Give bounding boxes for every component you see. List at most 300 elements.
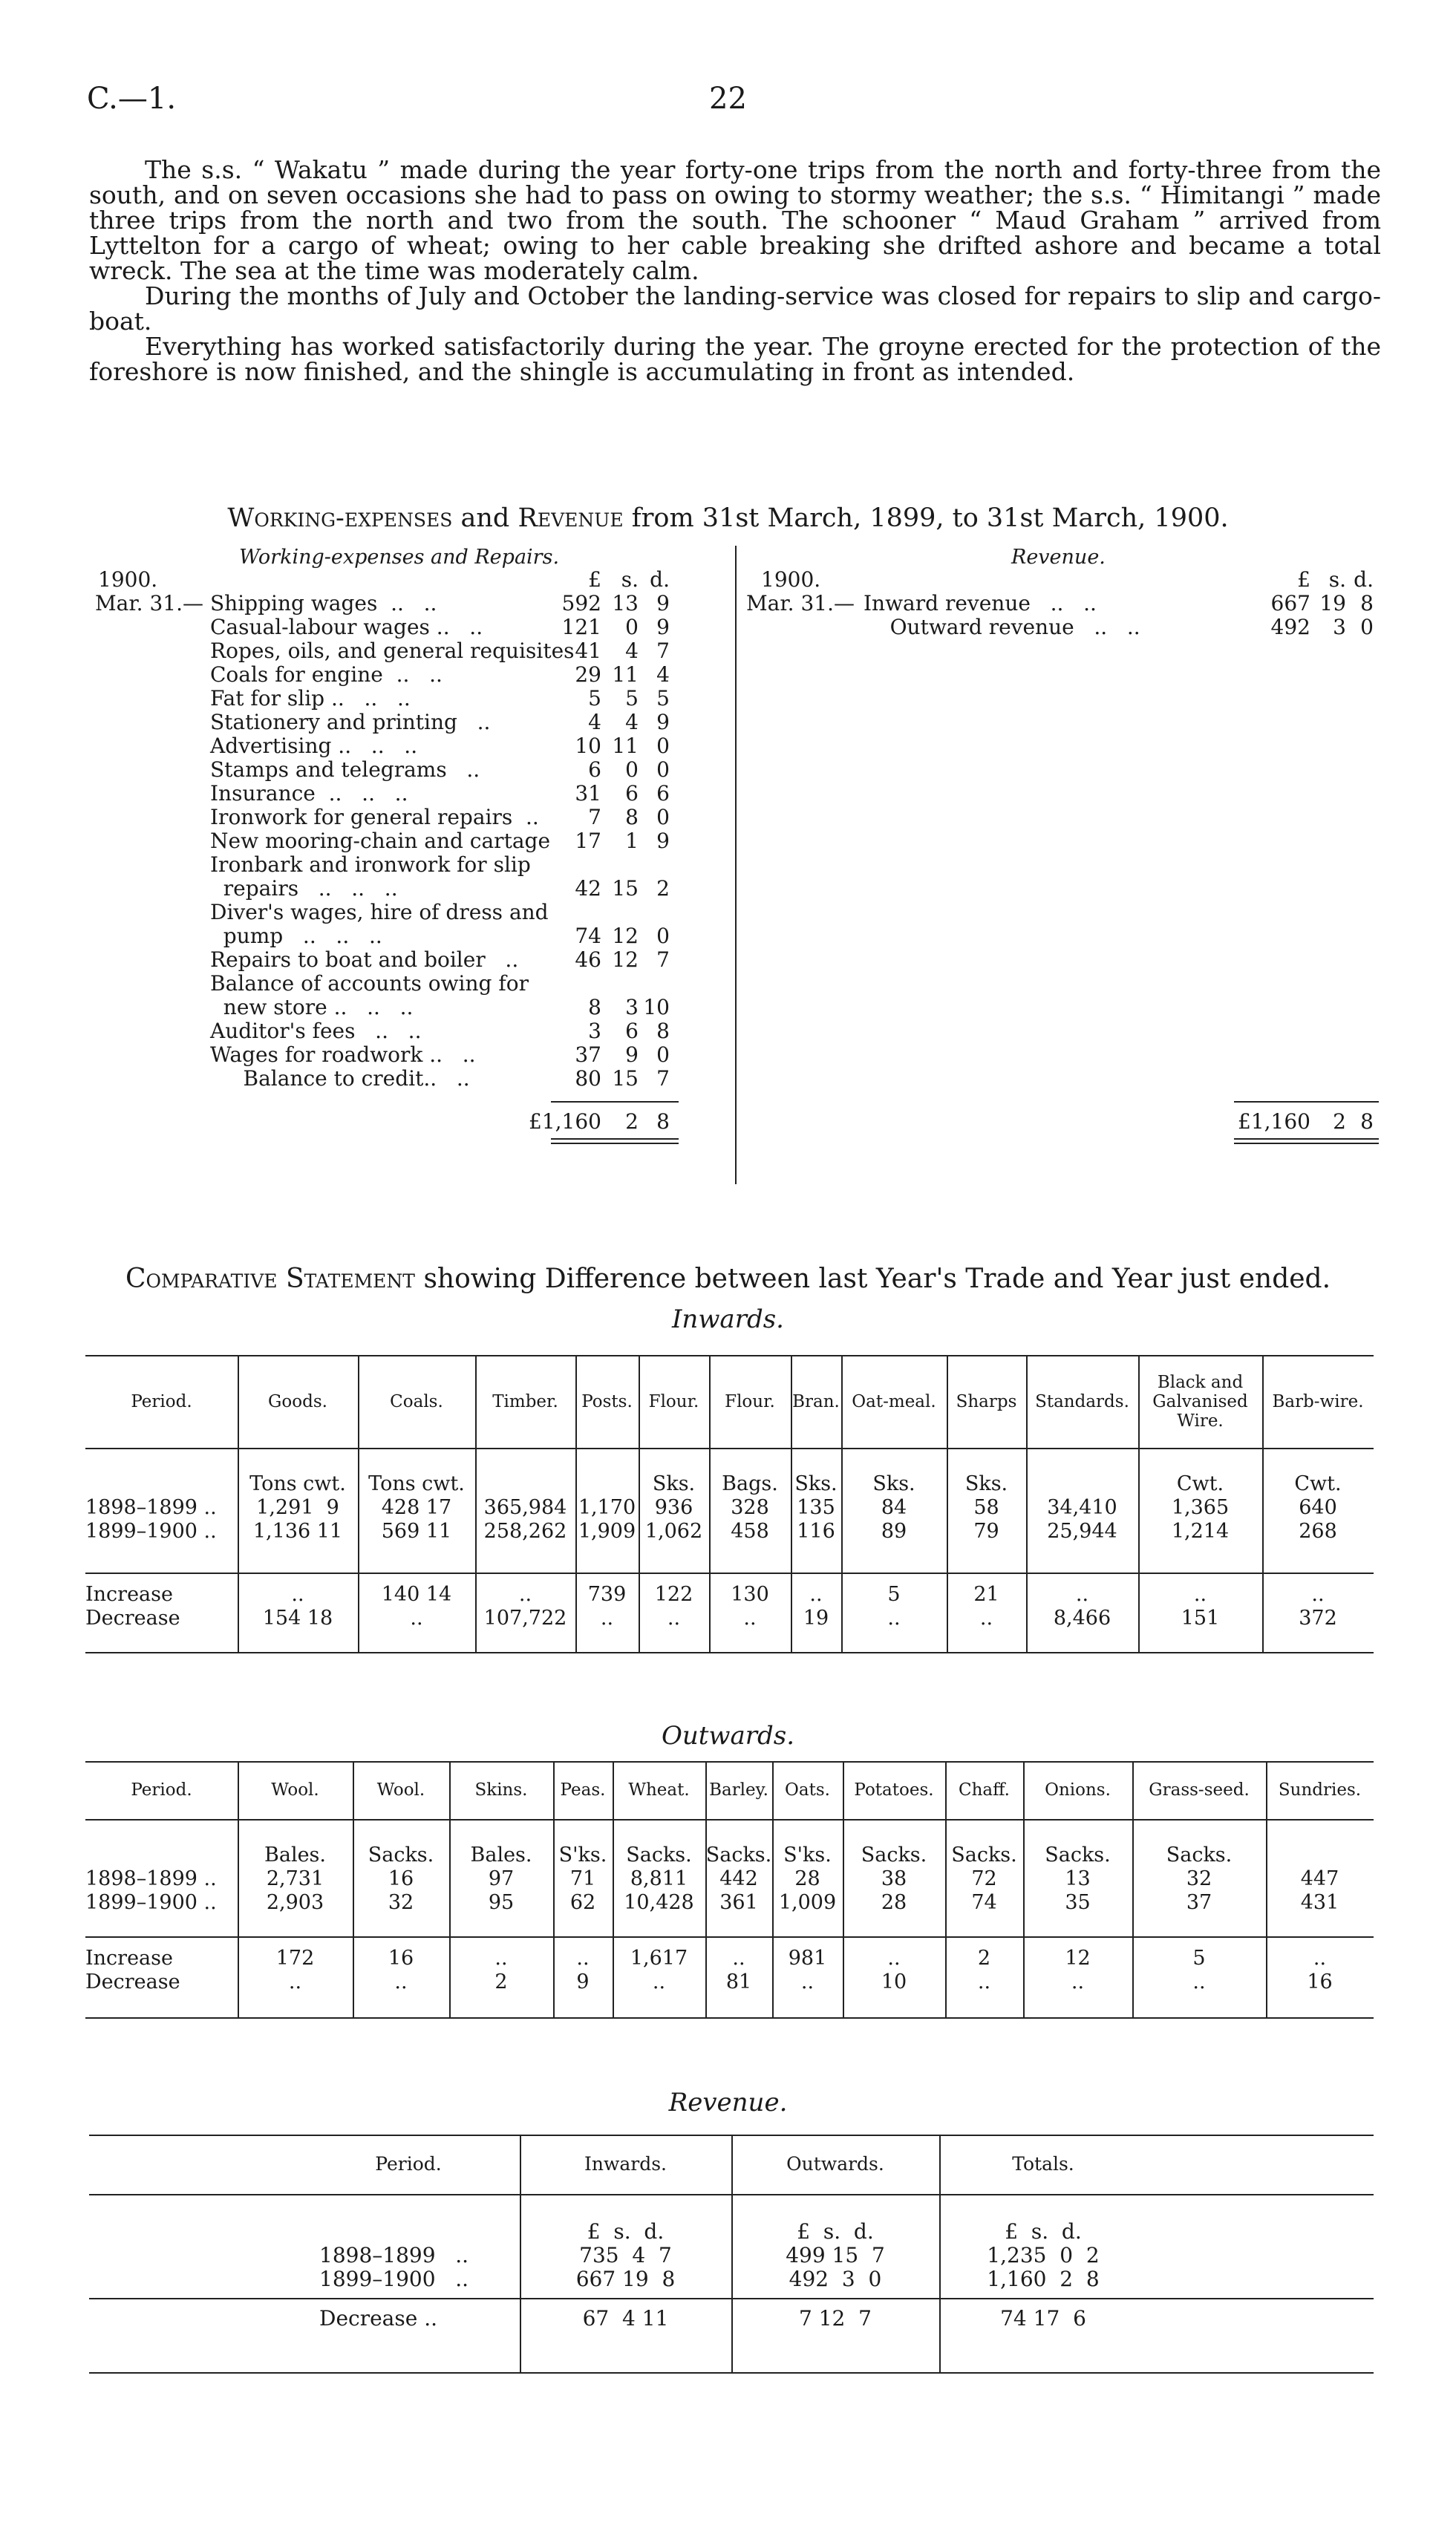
column-header: Wool. [271, 1780, 319, 1800]
data-cell: 97 [488, 1867, 515, 1890]
difference-cell: 16 [1307, 1970, 1333, 1993]
double-rule [1234, 1143, 1379, 1144]
revenue-total-pence: 8 [1360, 1109, 1374, 1134]
expenses-heading: Working-expenses and Repairs. [239, 546, 560, 569]
data-cell: 35 [1065, 1891, 1091, 1914]
column-header: Bran. [792, 1391, 840, 1411]
comparative-title [0, 1264, 1456, 1294]
difference-cell: 130 [731, 1583, 769, 1606]
expense-total-shillings: 2 [625, 1109, 639, 1134]
expense-amount-pence: 5 [656, 686, 670, 711]
column-header: Peas. [560, 1780, 606, 1800]
revenue-amount-pence: 8 [1360, 591, 1374, 615]
expense-label: Balance to credit.. .. [210, 1066, 470, 1091]
difference-cell: .. [600, 1607, 614, 1630]
difference-label: Decrease .. [319, 2306, 437, 2331]
period-label: 1899–1900 .. [85, 1891, 217, 1914]
data-cell: 1,235 0 2 [987, 2243, 1100, 2267]
unit-label: S'ks. [783, 1844, 832, 1867]
expense-amount-shillings: 4 [625, 639, 639, 663]
difference-cell: .. [809, 1583, 823, 1606]
expense-amount-pounds: 29 [575, 662, 601, 687]
difference-cell: 372 [1299, 1607, 1337, 1630]
currency-header-shillings: s. [621, 567, 639, 592]
unit-label: Sacks. [1045, 1844, 1111, 1867]
data-cell: 1,160 2 8 [987, 2267, 1100, 2291]
page-number: 22 [709, 82, 747, 116]
data-cell: 38 [881, 1867, 907, 1890]
outwards-title: Outwards. [661, 1721, 795, 1751]
revenue-total-pounds: £1,160 [1238, 1109, 1310, 1134]
ledger-date: Mar. 31.— [95, 591, 204, 615]
expense-amount-pounds: 5 [588, 686, 601, 711]
difference-cell: .. [1311, 1583, 1325, 1606]
difference-cell: 154 18 [262, 1607, 333, 1630]
period-label: 1899–1900 .. [319, 2267, 469, 2291]
expense-amount-pence: 0 [656, 757, 670, 782]
difference-cell: 81 [725, 1970, 752, 1993]
difference-cell: 1,617 [630, 1947, 688, 1970]
column-header: Black and Galvanised Wire. [1152, 1372, 1248, 1431]
expense-amount-pounds: 121 [561, 615, 601, 639]
data-cell: 258,262 [483, 1520, 567, 1543]
expense-amount-pounds: 7 [588, 805, 601, 829]
column-header: Totals. [1012, 2153, 1074, 2175]
expense-amount-pence: 4 [656, 662, 670, 687]
unit-label: Sks. [794, 1472, 838, 1495]
revenue-amount-pounds: 667 [1270, 591, 1310, 615]
expense-amount-pence: 6 [656, 781, 670, 806]
title-word: Revenue [518, 503, 624, 533]
expense-amount-shillings: 0 [625, 615, 639, 639]
data-cell: 735 4 7 [579, 2243, 672, 2267]
unit-label: £ s. d. [1005, 2219, 1082, 2244]
expense-label: Shipping wages .. .. [210, 591, 437, 615]
difference-cell: 5 [1192, 1947, 1206, 1970]
revenue-amount-pence: 0 [1360, 615, 1374, 639]
column-header: Standards. [1035, 1391, 1129, 1411]
expense-amount-pounds: 4 [588, 710, 601, 734]
column-header: Inwards. [584, 2153, 667, 2175]
column-header: Period. [131, 1391, 192, 1411]
data-cell: 442 [719, 1867, 758, 1890]
ledger-divider [735, 546, 737, 1184]
ledger-date: Mar. 31.— [746, 591, 855, 615]
revenue-total-shillings: 2 [1333, 1109, 1346, 1134]
expense-amount-pence: 0 [656, 805, 670, 829]
total-rule [1234, 1101, 1379, 1103]
expense-amount-pounds: 31 [575, 781, 601, 806]
difference-cell: .. [979, 1607, 993, 1630]
expense-amount-pence: 7 [656, 947, 670, 972]
expense-amount-pence: 9 [656, 710, 670, 734]
currency-header-pounds: £ [588, 567, 601, 592]
unit-label: Sacks. [1166, 1844, 1233, 1867]
difference-cell: 7 12 7 [799, 2306, 872, 2331]
difference-cell: 172 [275, 1947, 315, 1970]
data-cell: 268 [1299, 1520, 1337, 1543]
expense-amount-pence: 0 [656, 924, 670, 948]
revenue-table-title: Revenue. [668, 2088, 788, 2117]
expense-amount-shillings: 1 [625, 829, 639, 853]
data-cell: 2,903 [266, 1891, 324, 1914]
title-word: Statement [286, 1264, 415, 1294]
column-header: Chaff. [959, 1780, 1010, 1800]
data-cell: 365,984 [483, 1496, 567, 1519]
unit-label: Sks. [652, 1472, 696, 1495]
expense-amount-pounds: 3 [588, 1019, 601, 1043]
data-cell: 74 [971, 1891, 997, 1914]
unit-label: S'ks. [558, 1844, 607, 1867]
total-rule [551, 1101, 679, 1103]
currency-header-pence: d. [1354, 567, 1374, 592]
data-cell: 447 [1300, 1867, 1339, 1890]
intro-paragraph: During the months of July and October the landing-service was closed for repairs to slip and cargo-boat. [89, 281, 1381, 336]
difference-cell: .. [1192, 1970, 1206, 1993]
difference-cell: 21 [973, 1583, 999, 1606]
data-cell: 34,410 [1047, 1496, 1117, 1519]
column-header: Wheat. [628, 1780, 690, 1800]
difference-cell: 10 [881, 1970, 907, 1993]
expense-total-pounds: £1,160 [529, 1109, 601, 1134]
difference-cell: 2 [494, 1970, 508, 1993]
column-header: Posts. [581, 1391, 633, 1411]
data-cell: 37 [1186, 1891, 1212, 1914]
revenue-label: Outward revenue .. .. [864, 615, 1140, 639]
expense-label: Wages for roadwork .. .. [210, 1042, 476, 1067]
expense-label: Coals for engine .. .. [210, 662, 443, 687]
revenue-heading: Revenue. [1011, 546, 1106, 569]
title-word: and [460, 503, 510, 533]
expense-amount-pence: 10 [643, 995, 670, 1019]
expense-amount-shillings: 5 [625, 686, 639, 711]
period-label: 1898–1899 .. [319, 2243, 469, 2267]
data-cell: 8,811 [630, 1867, 688, 1890]
unit-label: Bales. [470, 1844, 532, 1867]
expense-label: Balance of accounts owing for [210, 971, 529, 996]
unit-label: Sacks. [861, 1844, 927, 1867]
column-header: Outwards. [786, 2153, 884, 2175]
data-cell: 640 [1299, 1496, 1337, 1519]
expense-amount-shillings: 4 [625, 710, 639, 734]
expense-label: repairs .. .. .. [210, 876, 398, 901]
expense-amount-shillings: 12 [612, 924, 639, 948]
data-cell: 431 [1300, 1891, 1339, 1914]
data-cell: 135 [797, 1496, 835, 1519]
double-rule [1234, 1138, 1379, 1140]
expense-label: Casual-labour wages .. .. [210, 615, 483, 639]
column-header: Oats. [785, 1780, 830, 1800]
expense-amount-shillings: 12 [612, 947, 639, 972]
expense-label: Repairs to boat and boiler .. [210, 947, 519, 972]
unit-label: Cwt. [1176, 1472, 1224, 1495]
unit-label: Sacks. [368, 1844, 434, 1867]
period-label: 1898–1899 .. [85, 1496, 217, 1519]
double-rule [551, 1143, 679, 1144]
title-rest: from 31st March, 1899, to 31st March, 1900. [631, 503, 1229, 533]
difference-cell: .. [977, 1970, 991, 1993]
double-rule [551, 1138, 679, 1140]
intro-paragraph: The s.s. “ Wakatu ” made during the year forty-one trips from the north and forty-three from the south, and on seven occasions she had to pass on owing to stormy weather; the s.s. “ Himitangi ” made three trips from the north and two from the south. The schooner “ Maud Graham ” arrived from Lyttelton for a cargo of wheat; owing to her cable breaking she drifted ashore and became a total wreck. The sea at the time was moderately calm. [89, 155, 1381, 285]
data-cell: 62 [569, 1891, 596, 1914]
data-cell: 28 [881, 1891, 907, 1914]
data-cell: 492 3 0 [789, 2267, 882, 2291]
column-header: Flour. [648, 1391, 699, 1411]
expense-amount-shillings: 13 [612, 591, 639, 615]
expense-amount-pounds: 6 [588, 757, 601, 782]
table-bottom-rule [85, 1652, 1374, 1653]
difference-cell: 2 [977, 1947, 991, 1970]
difference-cell: 67 4 11 [582, 2306, 669, 2331]
unit-label: Bags. [722, 1472, 778, 1495]
difference-cell: 5 [887, 1583, 901, 1606]
data-cell: 72 [971, 1867, 997, 1890]
expense-amount-pounds: 592 [561, 591, 601, 615]
data-cell: 25,944 [1047, 1520, 1117, 1543]
column-header: Period. [131, 1780, 192, 1800]
data-cell: 936 [654, 1496, 693, 1519]
expense-amount-pence: 0 [656, 1042, 670, 1067]
revenue-amount-shillings: 19 [1319, 591, 1346, 615]
difference-cell: 739 [587, 1583, 627, 1606]
title-word: Comparative [125, 1264, 278, 1294]
difference-label: Decrease [85, 1607, 180, 1630]
difference-cell: 981 [788, 1947, 827, 1970]
currency-header-pence: d. [650, 567, 670, 592]
difference-cell: 12 [1065, 1947, 1091, 1970]
expense-label: Ropes, oils, and general requisites [210, 639, 575, 663]
difference-cell: 107,722 [483, 1607, 567, 1630]
table-header-rule [85, 1819, 1374, 1821]
difference-cell: 19 [803, 1607, 829, 1630]
column-header: Skins. [474, 1780, 528, 1800]
table-section-rule [85, 1573, 1374, 1574]
data-cell: 116 [797, 1520, 835, 1543]
column-header: Sundries. [1278, 1780, 1362, 1800]
difference-cell: .. [410, 1607, 423, 1630]
difference-cell: .. [494, 1947, 508, 1970]
difference-label: Decrease [85, 1970, 180, 1993]
expense-amount-shillings: 11 [612, 734, 639, 758]
expense-label: Advertising .. .. .. [210, 734, 418, 758]
title-word: Working-expenses [227, 503, 453, 533]
difference-cell: .. [1313, 1947, 1327, 1970]
data-cell: 1,136 11 [252, 1520, 343, 1543]
unit-label: £ s. d. [587, 2219, 665, 2244]
revenue-label: Inward revenue .. .. [864, 591, 1097, 615]
expense-label: Stamps and telegrams .. [210, 757, 480, 782]
document-code: C.—1. [87, 82, 177, 116]
difference-cell: 9 [576, 1970, 590, 1993]
data-cell: 1,009 [778, 1891, 837, 1914]
expense-amount-shillings: 11 [612, 662, 639, 687]
expense-label: Stationery and printing .. [210, 710, 491, 734]
difference-cell: 8,466 [1053, 1607, 1111, 1630]
title-rest: showing Difference between last Year's Trade and Year just ended. [423, 1264, 1331, 1294]
expense-amount-shillings: 9 [625, 1042, 639, 1067]
data-cell: 1,062 [644, 1520, 703, 1543]
expense-label: Ironwork for general repairs .. [210, 805, 539, 829]
expense-amount-pence: 2 [656, 876, 670, 901]
expense-label: Diver's wages, hire of dress and [210, 900, 549, 924]
difference-cell: .. [743, 1607, 757, 1630]
table-section-rule [85, 1936, 1374, 1938]
difference-cell: .. [576, 1947, 590, 1970]
expense-label: Ironbark and ironwork for slip [210, 852, 531, 877]
data-cell: 28 [794, 1867, 820, 1890]
data-cell: 84 [881, 1496, 907, 1519]
difference-cell: .. [667, 1607, 681, 1630]
table-bottom-rule [85, 2017, 1374, 2019]
expense-amount-pence: 9 [656, 591, 670, 615]
data-cell: 13 [1065, 1867, 1091, 1890]
table-header-rule [85, 1448, 1374, 1449]
data-cell: 1,214 [1171, 1520, 1230, 1543]
expense-amount-pence: 8 [656, 1019, 670, 1043]
expense-amount-pounds: 17 [575, 829, 601, 853]
data-cell: 16 [388, 1867, 414, 1890]
unit-label: £ s. d. [797, 2219, 874, 2244]
data-cell: 71 [569, 1867, 596, 1890]
currency-header-pounds: £ [1297, 567, 1310, 592]
column-header: Oat-meal. [852, 1391, 936, 1411]
expense-label: Fat for slip .. .. .. [210, 686, 411, 711]
unit-label: Sks. [872, 1472, 915, 1495]
unit-label: Sacks. [705, 1844, 772, 1867]
difference-cell: .. [887, 1607, 901, 1630]
data-cell: 79 [973, 1520, 999, 1543]
difference-cell: .. [887, 1947, 901, 1970]
difference-cell: .. [800, 1970, 814, 1993]
column-header: Goods. [268, 1391, 327, 1411]
unit-label: Bales. [264, 1844, 326, 1867]
expense-amount-pence: 9 [656, 829, 670, 853]
column-header: Coals. [390, 1391, 443, 1411]
unit-label: Tons cwt. [249, 1472, 346, 1495]
difference-cell: .. [291, 1583, 304, 1606]
expense-label: New mooring-chain and cartage [210, 829, 551, 853]
column-header: Flour. [725, 1391, 775, 1411]
data-cell: 328 [731, 1496, 769, 1519]
difference-label: Increase [85, 1947, 173, 1970]
expense-amount-pence: 7 [656, 1066, 670, 1091]
difference-cell: .. [394, 1970, 408, 1993]
expense-total-pence: 8 [656, 1109, 670, 1134]
data-cell: 499 15 7 [786, 2243, 885, 2267]
column-header: Potatoes. [854, 1780, 934, 1800]
expense-amount-shillings: 15 [612, 1066, 639, 1091]
expense-label: pump .. .. .. [210, 924, 382, 948]
difference-cell: 140 14 [381, 1583, 452, 1606]
column-header: Timber. [492, 1391, 558, 1411]
data-cell: 361 [719, 1891, 758, 1914]
difference-label: Increase [85, 1583, 173, 1606]
data-cell: 32 [1186, 1867, 1212, 1890]
unit-label: Cwt. [1294, 1472, 1342, 1495]
difference-cell: .. [1071, 1970, 1085, 1993]
column-header: Barb-wire. [1272, 1391, 1364, 1411]
difference-cell: 16 [388, 1947, 414, 1970]
column-header: Wool. [376, 1780, 425, 1800]
expense-amount-pounds: 80 [575, 1066, 601, 1091]
difference-cell: .. [518, 1583, 532, 1606]
expense-amount-pounds: 46 [575, 947, 601, 972]
difference-cell: .. [652, 1970, 666, 1993]
table-bottom-rule [89, 2372, 1374, 2374]
expense-amount-pence: 7 [656, 639, 670, 663]
expense-amount-pounds: 8 [588, 995, 601, 1019]
revenue-amount-pounds: 492 [1270, 615, 1310, 639]
difference-cell: 122 [654, 1583, 693, 1606]
data-cell: 428 17 [381, 1496, 452, 1519]
expense-label: new store .. .. .. [210, 995, 414, 1019]
data-cell: 1,291 9 [256, 1496, 339, 1519]
unit-label: Sacks. [951, 1844, 1017, 1867]
difference-cell: .. [288, 1970, 302, 1993]
data-cell: 667 19 8 [575, 2267, 676, 2291]
expense-amount-pence: 9 [656, 615, 670, 639]
expense-amount-shillings: 15 [612, 876, 639, 901]
difference-cell: 74 17 6 [1000, 2306, 1086, 2331]
expense-label: Insurance .. .. .. [210, 781, 408, 806]
expense-amount-pounds: 41 [575, 639, 601, 663]
expense-amount-shillings: 6 [625, 781, 639, 806]
column-header: Period. [375, 2153, 442, 2175]
expense-amount-pounds: 42 [575, 876, 601, 901]
data-cell: 2,731 [266, 1867, 324, 1890]
expense-amount-shillings: 3 [625, 995, 639, 1019]
intro-paragraph: Everything has worked satisfactorily during the year. The groyne erected for the protection of the foreshore is now finished, and the shingle is accumulating in front as intended. [89, 332, 1381, 386]
period-label: 1898–1899 .. [85, 1867, 217, 1890]
expense-amount-pounds: 37 [575, 1042, 601, 1067]
expense-amount-shillings: 0 [625, 757, 639, 782]
unit-label: Tons cwt. [368, 1472, 465, 1495]
difference-cell: .. [732, 1947, 745, 1970]
data-cell: 1,909 [578, 1520, 636, 1543]
data-cell: 569 11 [381, 1520, 452, 1543]
expense-amount-shillings: 6 [625, 1019, 639, 1043]
difference-cell: .. [1075, 1583, 1089, 1606]
data-cell: 10,428 [624, 1891, 694, 1914]
unit-label: Sks. [964, 1472, 1008, 1495]
data-cell: 89 [881, 1520, 907, 1543]
data-cell: 32 [388, 1891, 414, 1914]
data-cell: 1,365 [1171, 1496, 1230, 1519]
currency-header-shillings: s. [1328, 567, 1346, 592]
expense-amount-shillings: 8 [625, 805, 639, 829]
data-cell: 95 [488, 1891, 515, 1914]
expense-amount-pounds: 10 [575, 734, 601, 758]
column-header: Barley. [709, 1780, 768, 1800]
ledger-year: 1900. [761, 567, 821, 592]
difference-cell: 151 [1181, 1607, 1220, 1630]
inwards-title: Inwards. [672, 1304, 784, 1334]
data-cell: 458 [731, 1520, 769, 1543]
difference-cell: .. [1193, 1583, 1207, 1606]
unit-label: Sacks. [626, 1844, 692, 1867]
ledger-year: 1900. [98, 567, 158, 592]
intro-text [89, 157, 1381, 385]
column-header: Grass-seed. [1149, 1780, 1250, 1800]
working-expenses-title [0, 503, 1456, 533]
revenue-amount-shillings: 3 [1333, 615, 1346, 639]
data-cell: 1,170 [578, 1496, 636, 1519]
expense-label: Auditor's fees .. .. [210, 1019, 422, 1043]
expense-amount-pence: 0 [656, 734, 670, 758]
column-header: Sharps [956, 1391, 1017, 1411]
data-cell: 58 [973, 1496, 999, 1519]
period-label: 1899–1900 .. [85, 1520, 217, 1543]
